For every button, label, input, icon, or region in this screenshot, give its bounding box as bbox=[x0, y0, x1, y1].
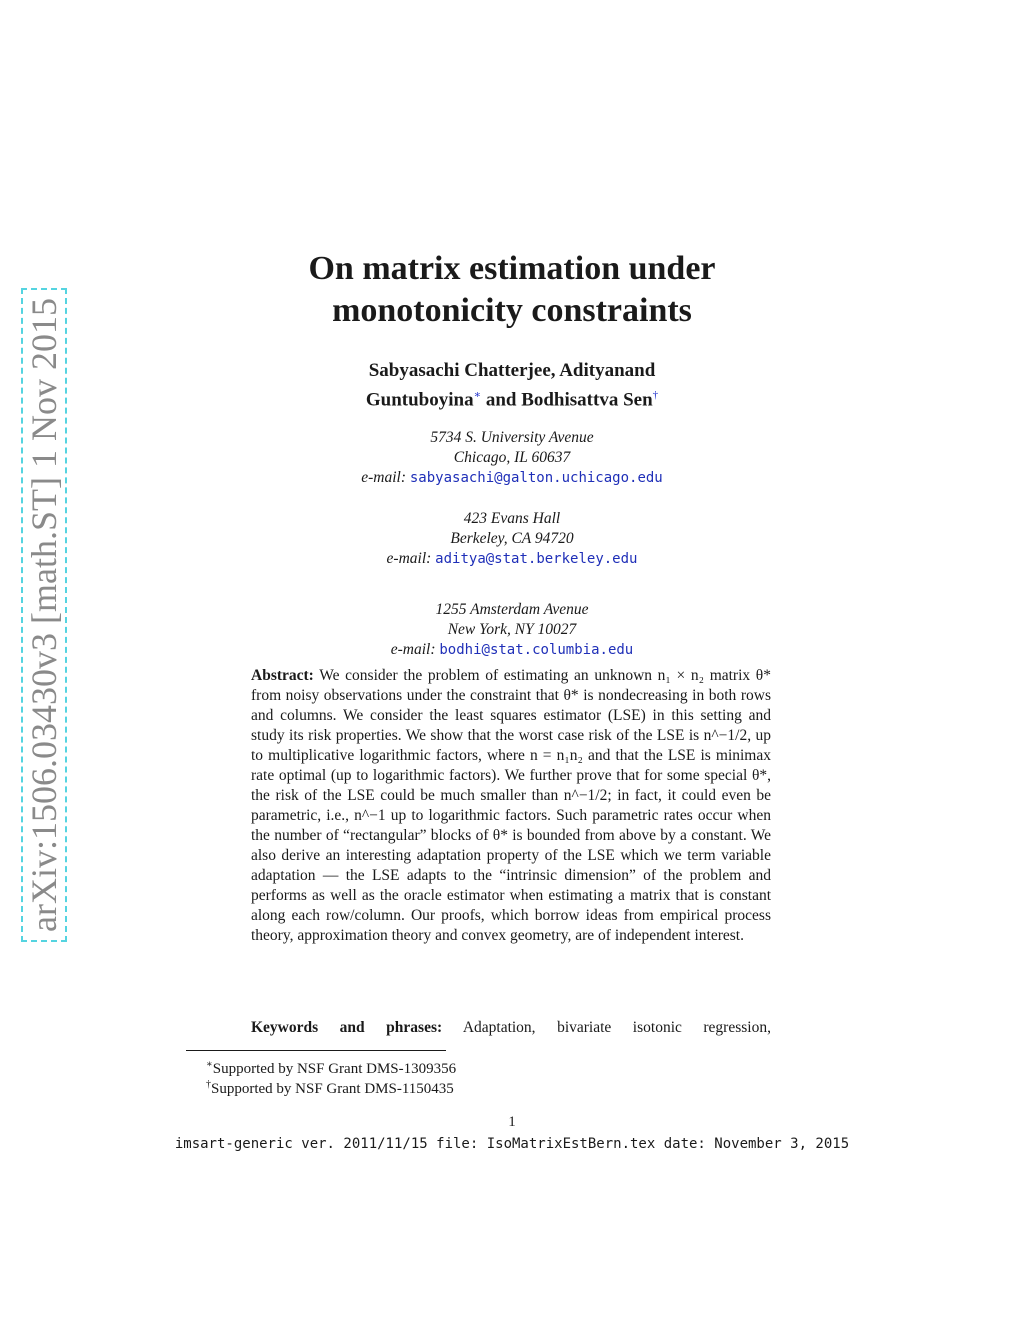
author-guntuboyina: Guntuboyina bbox=[365, 389, 474, 411]
keywords bbox=[251, 1018, 771, 1038]
affiliation-3 bbox=[0, 600, 1024, 660]
author-sen: and Bodhisattva Sen bbox=[481, 389, 653, 411]
affiliation-email-row bbox=[0, 468, 1024, 488]
authors-line-2 bbox=[0, 383, 1024, 412]
affiliation-street: 5734 S. University Avenue bbox=[430, 429, 594, 446]
email-link[interactable]: aditya@stat.berkeley.edu bbox=[435, 551, 638, 567]
paper-title bbox=[0, 248, 1024, 332]
affiliation-city: New York, NY 10027 bbox=[447, 621, 577, 638]
page-number: 1 bbox=[508, 1114, 516, 1130]
footnote-mark-dagger[interactable]: † bbox=[652, 389, 659, 401]
footnote-mark-star[interactable]: ∗ bbox=[473, 389, 482, 401]
affiliation-street: 1255 Amsterdam Avenue bbox=[435, 601, 589, 618]
email-link[interactable]: bodhi@stat.columbia.edu bbox=[439, 642, 634, 658]
footnote-mark: ∗ bbox=[206, 1059, 213, 1070]
arxiv-identifier: arXiv:1506.03430v3 [math.ST] 1 Nov 2015 bbox=[21, 288, 67, 942]
affiliation-email-row bbox=[0, 640, 1024, 660]
page-footer: imsart-generic ver. 2011/11/15 file: IsoMatrixEstBern.tex date: November 3, 2015 bbox=[174, 1136, 850, 1152]
email-label: e-mail: bbox=[361, 469, 410, 486]
affiliation-2 bbox=[0, 509, 1024, 569]
footnote-text: Supported by NSF Grant DMS-1309356 bbox=[212, 1061, 457, 1077]
abstract-label: Abstract: bbox=[251, 667, 314, 684]
title-line-1: On matrix estimation under bbox=[308, 250, 716, 287]
footnote-2 bbox=[206, 1075, 454, 1099]
affiliation-street: 423 Evans Hall bbox=[463, 510, 561, 527]
abstract-text: We consider the problem of estimating an unknown n₁ × n₂ matrix θ* from noisy observations under the constraint that θ* is nondecreasing in both rows and columns. We consider the least squares estimator (LSE) in this setting and study its risk properties. We show that the worst case risk of the LSE is n^−1/2, up to multiplicative logarithmic factors, where n = n₁n₂ and that the LSE is minimax rate optimal (up to logarithmic factors). We further prove that for some special θ*, the risk of the LSE could be much smaller than n^−1/2; in fact, it could even be parametric, i.e., n^−1 up to logarithmic factors. Such parametric rates occur when the number of “rectangular” blocks of θ* is bounded from above by a constant. We also derive an interesting adaptation property of the LSE which we term variable adaptation — the LSE adapts to the “intrinsic dimension” of the problem and performs as well as the oracle estimator when estimating a matrix that is constant along each row/column. Our proofs, which borrow ideas from empirical process theory, approximation theory and convex geometry, are of independent interest. bbox=[251, 667, 771, 944]
footnote-mark: † bbox=[206, 1079, 211, 1090]
footnote-text: Supported by NSF Grant DMS-1150435 bbox=[211, 1081, 454, 1097]
keywords-label: Keywords and phrases: bbox=[251, 1019, 443, 1036]
affiliation-email-row bbox=[0, 549, 1024, 569]
keywords-text: Adaptation, bivariate isotonic regression, bbox=[462, 1019, 771, 1036]
email-link[interactable]: sabyasachi@galton.uchicago.edu bbox=[409, 470, 663, 486]
affiliation-city: Berkeley, CA 94720 bbox=[450, 530, 574, 547]
title-line-2: monotonicity constraints bbox=[332, 292, 692, 329]
email-label: e-mail: bbox=[390, 641, 440, 658]
affiliation-city: Chicago, IL 60637 bbox=[453, 449, 571, 466]
footnote-divider bbox=[186, 1050, 446, 1051]
author-list bbox=[0, 358, 1024, 412]
email-label: e-mail: bbox=[386, 550, 436, 567]
authors-line-1: Sabyasachi Chatterjee, Adityanand bbox=[368, 360, 656, 381]
affiliation-1 bbox=[0, 428, 1024, 488]
abstract bbox=[251, 666, 771, 946]
